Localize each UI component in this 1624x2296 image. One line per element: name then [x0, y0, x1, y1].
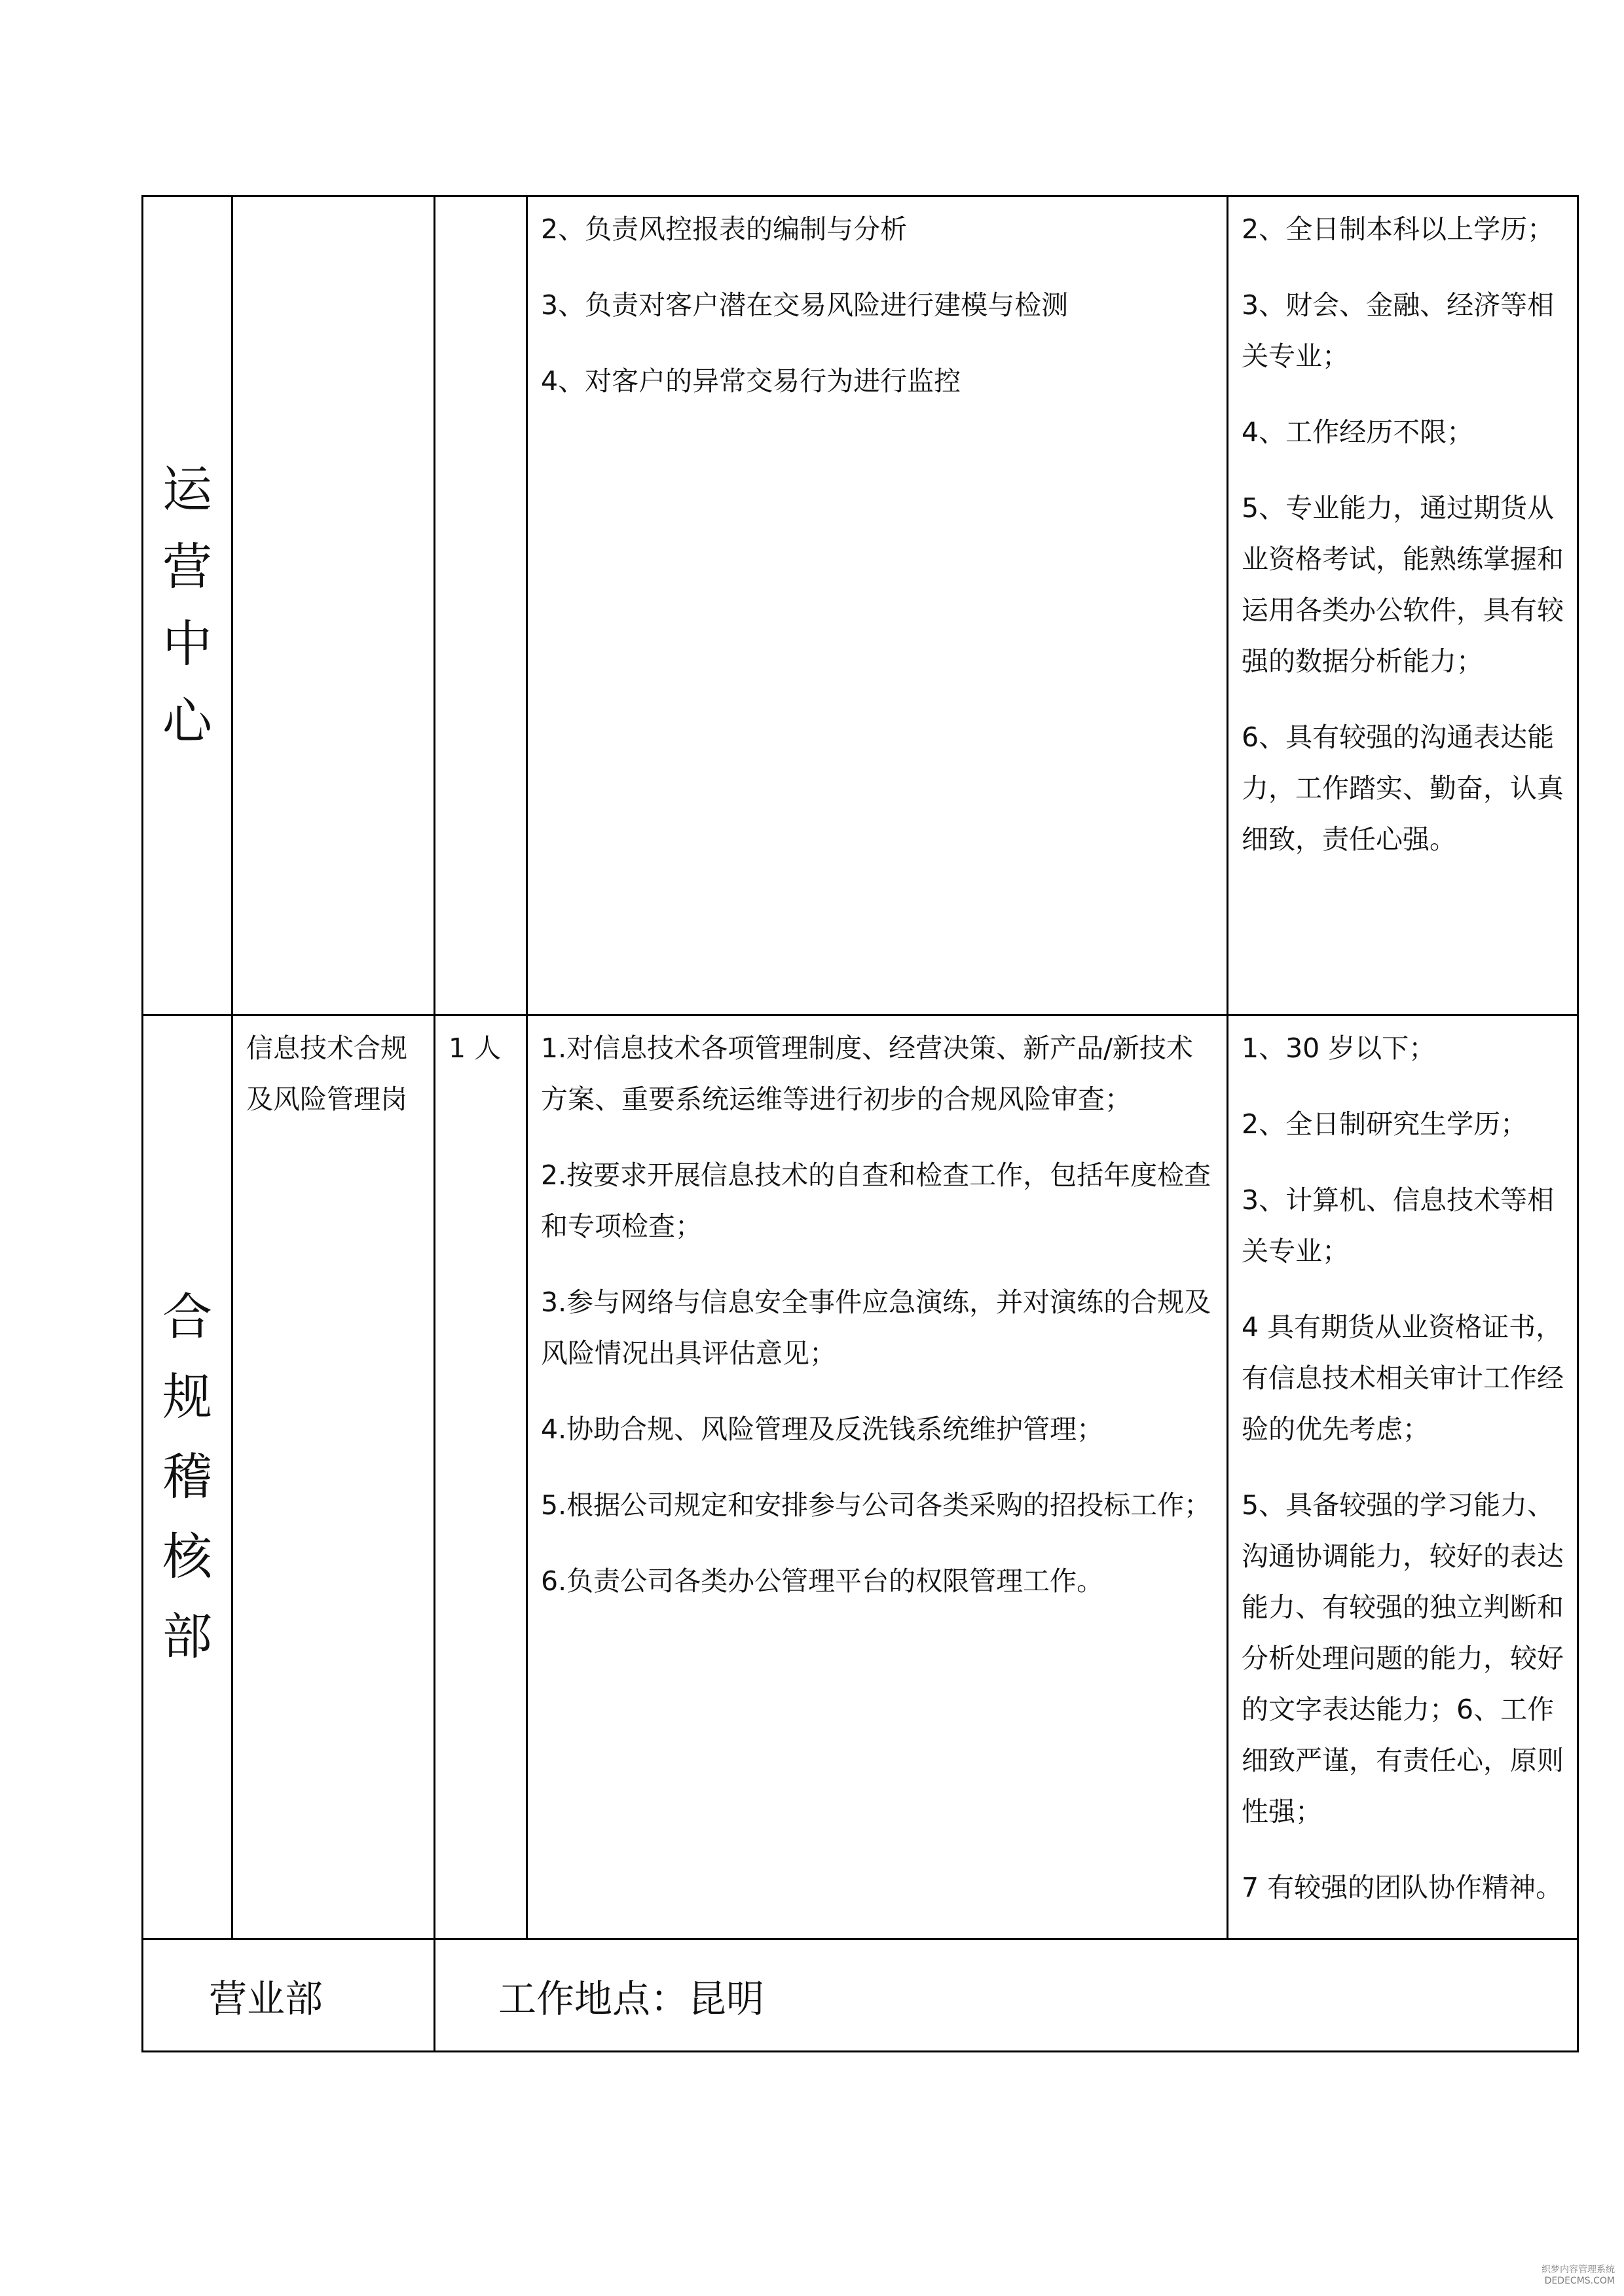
compliance-post-cell: 信息技术合规及风险管理岗	[232, 1015, 435, 1939]
branch-name-cell: 营业部	[143, 1939, 435, 2052]
ops-requirement-item: 5、专业能力，通过期货从业资格考试，能熟练掌握和运用各类办公软件，具有较强的数据分析能力；	[1242, 492, 1564, 677]
compliance-requirements-cell	[1228, 1015, 1578, 1939]
compliance-requirement-item: 2、全日制研究生学历；	[1242, 1108, 1528, 1140]
ops-requirement-item: 6、具有较强的沟通表达能力，工作踏实、勤奋，认真细致，责任心强。	[1242, 721, 1564, 855]
compliance-dept-name: 合 规 稽 核 部	[162, 1288, 212, 1666]
compliance-row	[143, 1015, 1578, 1939]
ops-duties-cell	[527, 196, 1228, 1015]
compliance-requirement-item: 1、30 岁以下；	[1242, 1032, 1436, 1064]
compliance-duty-item: 5.根据公司规定和安排参与公司各类采购的招投标工作；	[541, 1489, 1211, 1521]
compliance-duty-item: 3.参与网络与信息安全事件应急演练，并对演练的合规及风险情况出具评估意见；	[541, 1286, 1211, 1369]
compliance-requirement-item: 3、计算机、信息技术等相关专业；	[1242, 1184, 1555, 1267]
compliance-duty-item: 4.协助合规、风险管理及反洗钱系统维护管理；	[541, 1413, 1104, 1445]
ops-dept-name: 运 营 中 心	[162, 460, 212, 750]
compliance-duty-item: 2.按要求开展信息技术的自查和检查工作，包括年度检查和专项检查；	[541, 1159, 1211, 1242]
compliance-requirement-item: 7 有较强的团队协作精神。	[1242, 1872, 1563, 1903]
ops-dept-cell	[143, 196, 232, 1015]
ops-requirement-item: 4、工作经历不限；	[1242, 416, 1474, 448]
compliance-count-cell: 1 人	[435, 1015, 527, 1939]
ops-duty-item: 3、负责对客户潜在交易风险进行建模与检测	[541, 289, 1069, 321]
compliance-duty-item: 1.对信息技术各项管理制度、经营决策、新产品/新技术方案、重要系统运维等进行初步的合规风险审查；	[541, 1032, 1193, 1115]
compliance-duties-cell	[527, 1015, 1228, 1939]
ops-row	[143, 196, 1578, 1015]
compliance-dept-cell	[143, 1015, 232, 1939]
ops-count-cell	[435, 196, 527, 1015]
job-table	[141, 195, 1579, 2052]
compliance-duty-item: 6.负责公司各类办公管理平台的权限管理工作。	[541, 1565, 1104, 1597]
watermark-logo: 织梦内容管理系统 DEDECMS.COM	[1541, 2265, 1615, 2286]
branch-row	[143, 1939, 1578, 2052]
compliance-requirement-item: 5、具备较强的学习能力、沟通协调能力，较好的表达能力、有较强的独立判断和分析处理问题的能力，较好的文字表达能力；6、工作细致严谨，有责任心，原则性强；	[1242, 1489, 1564, 1827]
ops-requirement-item: 2、全日制本科以上学历；	[1242, 213, 1555, 245]
ops-post-cell	[232, 196, 435, 1015]
ops-duty-item: 4、对客户的异常交易行为进行监控	[541, 365, 961, 397]
ops-requirement-item: 3、财会、金融、经济等相关专业；	[1242, 289, 1555, 372]
compliance-requirement-item: 4 具有期货从业资格证书，有信息技术相关审计工作经验的优先考虑；	[1242, 1311, 1564, 1445]
ops-requirements-cell	[1228, 196, 1578, 1015]
branch-location-cell: 工作地点：昆明	[435, 1939, 1578, 2052]
ops-duty-item: 2、负责风控报表的编制与分析	[541, 213, 908, 245]
